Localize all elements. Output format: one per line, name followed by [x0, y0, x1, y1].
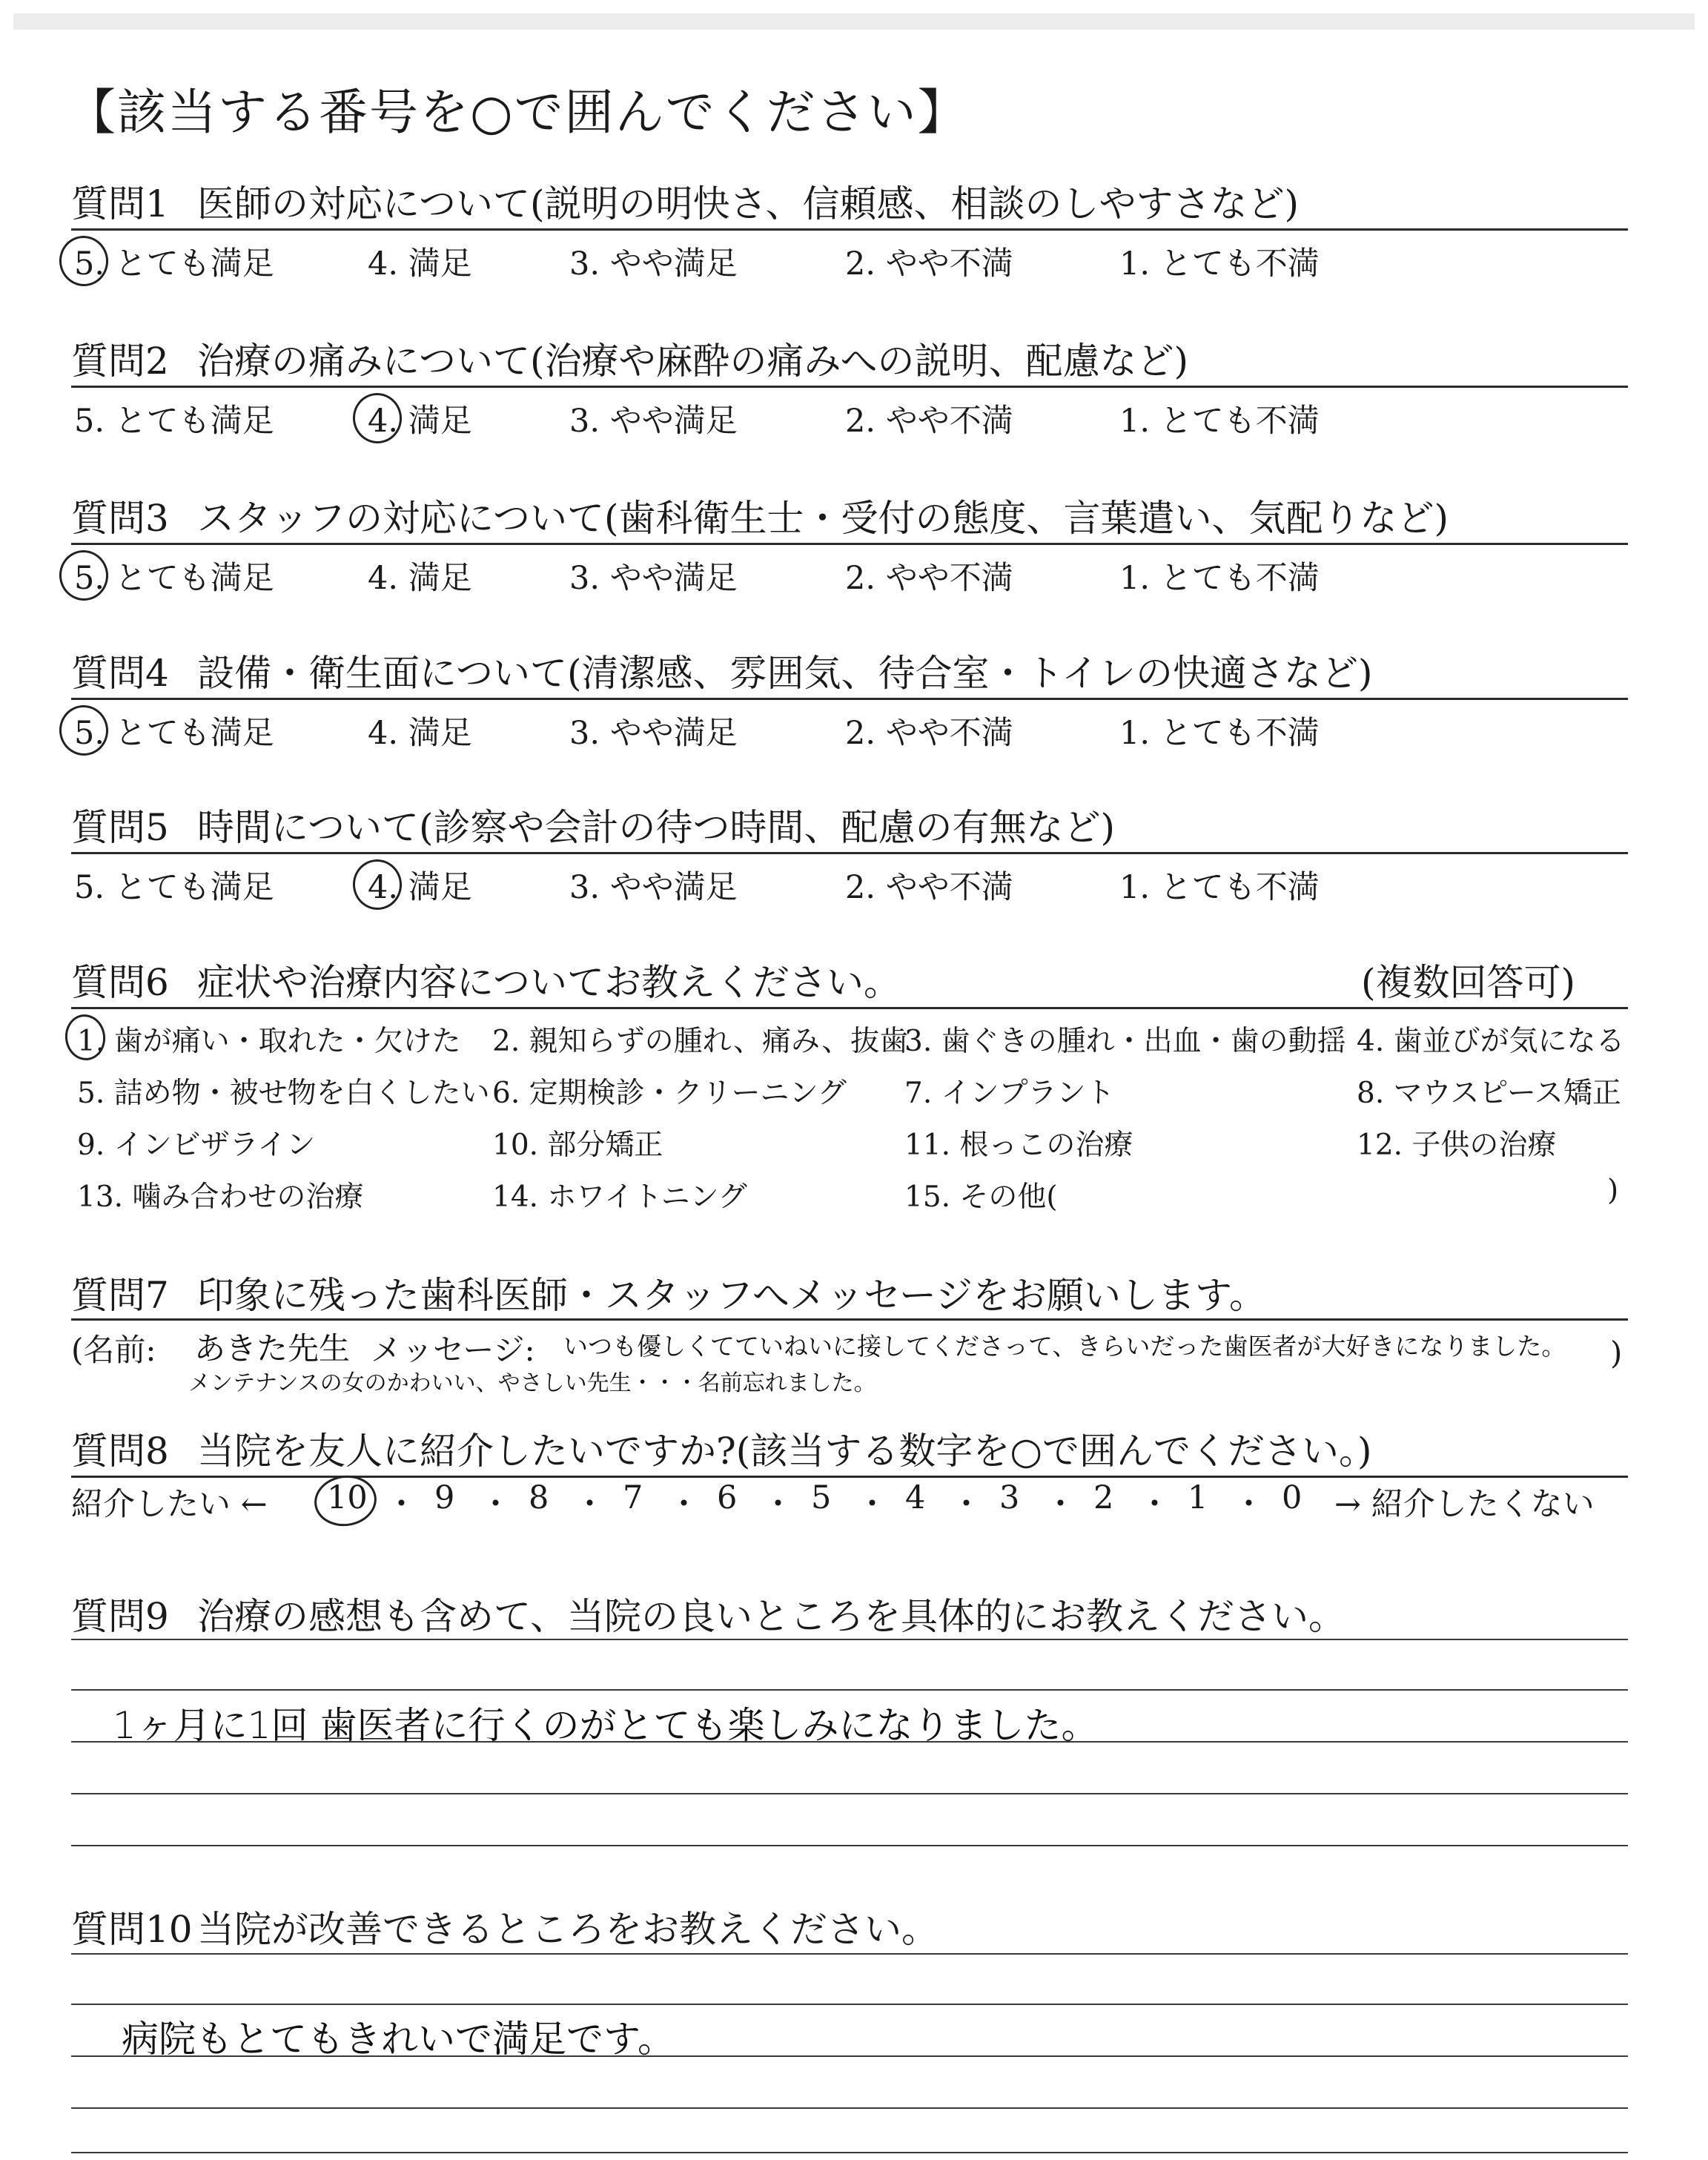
treatment-option-9[interactable]: 9. インビザライン — [77, 1129, 316, 1162]
treatment-option-6[interactable]: 6. 定期検診・クリーニング — [492, 1077, 847, 1110]
treatment-option-1[interactable]: 1. 歯が痛い・取れた・欠けた — [77, 1025, 461, 1058]
question-2 — [71, 331, 1188, 385]
question-3 — [71, 489, 1449, 542]
q3-option-2[interactable]: 2. やや不満 — [845, 560, 1013, 597]
answer-10-text[interactable]: 病院もとてもきれいで満足です。 — [122, 2018, 675, 2061]
q2-option-4[interactable]: 4. 満足 — [368, 403, 472, 440]
q3-option-5[interactable]: 5. とても満足 — [74, 560, 274, 597]
q3-option-3[interactable]: 3. やや満足 — [569, 560, 738, 597]
question-1 — [71, 174, 1299, 228]
treatment-option-14[interactable]: 14. ホワイトニング — [492, 1180, 747, 1214]
q2-option-2[interactable]: 2. やや不満 — [845, 403, 1013, 440]
treatment-option-10[interactable]: 10. 部分矯正 — [492, 1129, 663, 1162]
q2-option-3[interactable]: 3. やや満足 — [569, 403, 738, 440]
q8-selection-circle — [311, 1471, 380, 1530]
q5-option-1[interactable]: 1. とても不満 — [1119, 869, 1320, 906]
referral-score-10[interactable]: 10 — [327, 1479, 368, 1516]
question-rule — [71, 852, 1628, 854]
question-4 — [71, 644, 1373, 697]
q1-option-1[interactable]: 1. とても不満 — [1119, 245, 1320, 283]
question-text: 症状や治療内容についてお教えください。 — [197, 961, 901, 1004]
answer-9-text[interactable]: 1ヶ月に1回 歯医者に行くのがとても楽しみになりました。 — [113, 1704, 1099, 1747]
q5-option-3[interactable]: 3. やや満足 — [569, 869, 738, 906]
treatment-option-13[interactable]: 13. 噛み合わせの治療 — [77, 1180, 364, 1214]
question-text: 当院を友人に紹介したいですか?(該当する数字を○で囲んでください。) — [197, 1430, 1372, 1473]
multiple-answers-note: (複数回答可) — [1361, 961, 1576, 1004]
treatment-option-11[interactable]: 11. 根っこの治療 — [904, 1129, 1133, 1162]
referral-separator: ・ — [480, 1486, 512, 1523]
question-5 — [71, 798, 1115, 851]
answer-line — [71, 1793, 1628, 1794]
q2-option-5[interactable]: 5. とても満足 — [74, 403, 274, 440]
question-rule — [71, 543, 1628, 545]
treatment-option-2[interactable]: 2. 親知らずの腫れ、痛み、抜歯 — [492, 1025, 909, 1058]
question-text: 時間について(診察や会計の待つ時間、配慮の有無など) — [197, 806, 1116, 849]
q2-option-1[interactable]: 1. とても不満 — [1119, 403, 1320, 440]
form-title: 【該当する番号を○で囲んでください】 — [67, 84, 968, 141]
q5-option-2[interactable]: 2. やや不満 — [845, 869, 1013, 906]
q4-option-3[interactable]: 3. やや満足 — [569, 715, 738, 752]
question-text: 印象に残った歯科医師・スタッフへメッセージをお願いします。 — [197, 1274, 1266, 1317]
referral-score-6[interactable]: 6 — [717, 1479, 738, 1516]
referral-separator: ・ — [950, 1486, 982, 1523]
question-rule — [71, 386, 1628, 388]
question-number: 質問5 — [71, 806, 169, 849]
message-close-paren: ) — [1610, 1335, 1623, 1371]
referral-right-label: → 紹介したくない — [1334, 1486, 1595, 1523]
referral-separator: ・ — [1233, 1486, 1265, 1523]
answer-line — [71, 2107, 1628, 2109]
treatment-option-12[interactable]: 12. 子供の治療 — [1357, 1129, 1557, 1162]
answer-line — [71, 1845, 1628, 1846]
message-label: メッセージ: — [371, 1332, 535, 1368]
referral-left-label: 紹介したい ← — [71, 1486, 268, 1523]
name-label: (名前: — [71, 1332, 156, 1368]
question-number: 質問4 — [71, 652, 169, 695]
treatment-other-close-paren: ) — [1607, 1174, 1619, 1207]
treatment-option-15[interactable]: 15. その他( — [904, 1180, 1058, 1214]
referral-score-2[interactable]: 2 — [1093, 1479, 1114, 1516]
question-text: 治療の痛みについて(治療や麻酔の痛みへの説明、配慮など) — [197, 340, 1189, 383]
answer-line — [71, 1953, 1628, 1955]
q1-option-4[interactable]: 4. 満足 — [368, 245, 472, 283]
referral-score-8[interactable]: 8 — [529, 1479, 549, 1516]
referral-score-5[interactable]: 5 — [811, 1479, 832, 1516]
question-number: 質問9 — [71, 1595, 169, 1638]
referral-separator: ・ — [762, 1486, 794, 1523]
question-number: 質問3 — [71, 497, 169, 540]
q3-option-1[interactable]: 1. とても不満 — [1119, 560, 1320, 597]
q5-option-4[interactable]: 4. 満足 — [368, 869, 472, 906]
q4-option-1[interactable]: 1. とても不満 — [1119, 715, 1320, 752]
question-text: 医師の対応について(説明の明快さ、信頼感、相談のしやすさなど) — [197, 182, 1300, 225]
referral-score-3[interactable]: 3 — [999, 1479, 1020, 1516]
q4-option-5[interactable]: 5. とても満足 — [74, 715, 274, 752]
question-rule — [71, 1318, 1628, 1321]
referral-separator: ・ — [668, 1486, 700, 1523]
question-rule — [71, 1007, 1628, 1009]
question-rule — [71, 698, 1628, 700]
q4-option-2[interactable]: 2. やや不満 — [845, 715, 1013, 752]
question-text: スタッフの対応について(歯科衛生士・受付の態度、言葉遣い、気配りなど) — [197, 497, 1449, 540]
referral-separator: ・ — [1139, 1486, 1171, 1523]
q1-option-2[interactable]: 2. やや不満 — [845, 245, 1013, 283]
referral-separator: ・ — [856, 1486, 888, 1523]
question-number: 質問7 — [71, 1274, 169, 1317]
message-line-1[interactable]: いつも優しくてていねいに接してくださって、きらいだった歯医者が大好きになりました。 — [563, 1332, 1566, 1361]
question-text: 設備・衛生面について(清潔感、雰囲気、待合室・トイレの快適さなど) — [197, 652, 1373, 695]
referral-score-0[interactable]: 0 — [1282, 1479, 1302, 1516]
answer-line — [71, 2004, 1628, 2005]
q4-option-4[interactable]: 4. 満足 — [368, 715, 472, 752]
question-number: 質問2 — [71, 340, 169, 383]
question-10 — [71, 1900, 939, 1953]
referral-score-7[interactable]: 7 — [623, 1479, 643, 1516]
question-number: 質問1 — [71, 182, 169, 225]
treatment-option-4[interactable]: 4. 歯並びが気になる — [1357, 1025, 1625, 1058]
question-text: 治療の感想も含めて、当院の良いところを具体的にお教えください。 — [197, 1595, 1345, 1638]
referral-score-4[interactable]: 4 — [905, 1479, 926, 1516]
question-6 — [71, 953, 1576, 1006]
question-number: 質問10 — [71, 1908, 193, 1951]
treatment-option-7[interactable]: 7. インプラント — [904, 1077, 1115, 1110]
answer-line — [71, 1639, 1628, 1640]
treatment-option-3[interactable]: 3. 歯ぐきの腫れ・出血・歯の動揺 — [904, 1025, 1346, 1058]
scan-top-edge — [13, 13, 1695, 30]
referral-separator: ・ — [1045, 1486, 1076, 1523]
treatment-option-8[interactable]: 8. マウスピース矯正 — [1357, 1077, 1621, 1110]
answer-line — [71, 2152, 1628, 2153]
treatment-option-5[interactable]: 5. 詰め物・被せ物を白くしたい — [77, 1077, 490, 1110]
question-rule — [71, 228, 1628, 231]
referral-score-9[interactable]: 9 — [434, 1479, 455, 1516]
q1-option-5[interactable]: 5. とても満足 — [74, 245, 274, 283]
question-number: 質問6 — [71, 961, 169, 1004]
question-8 — [71, 1421, 1371, 1475]
referral-separator: ・ — [385, 1486, 417, 1523]
referral-separator: ・ — [574, 1486, 606, 1523]
referral-score-1[interactable]: 1 — [1188, 1479, 1208, 1516]
name-value[interactable]: あきた先生 — [194, 1330, 351, 1367]
question-text: 当院が改善できるところをお教えください。 — [197, 1908, 939, 1951]
answer-line — [71, 1689, 1628, 1691]
message-line-2[interactable]: メンテナンスの女のかわいい、やさしい先生・・・名前忘れました。 — [188, 1370, 876, 1396]
q5-option-5[interactable]: 5. とても満足 — [74, 869, 274, 906]
q3-option-4[interactable]: 4. 満足 — [368, 560, 472, 597]
question-7 — [71, 1266, 1266, 1319]
q1-option-3[interactable]: 3. やや満足 — [569, 245, 738, 283]
question-rule — [71, 1476, 1628, 1478]
question-number: 質問8 — [71, 1430, 169, 1473]
question-9 — [71, 1587, 1345, 1640]
